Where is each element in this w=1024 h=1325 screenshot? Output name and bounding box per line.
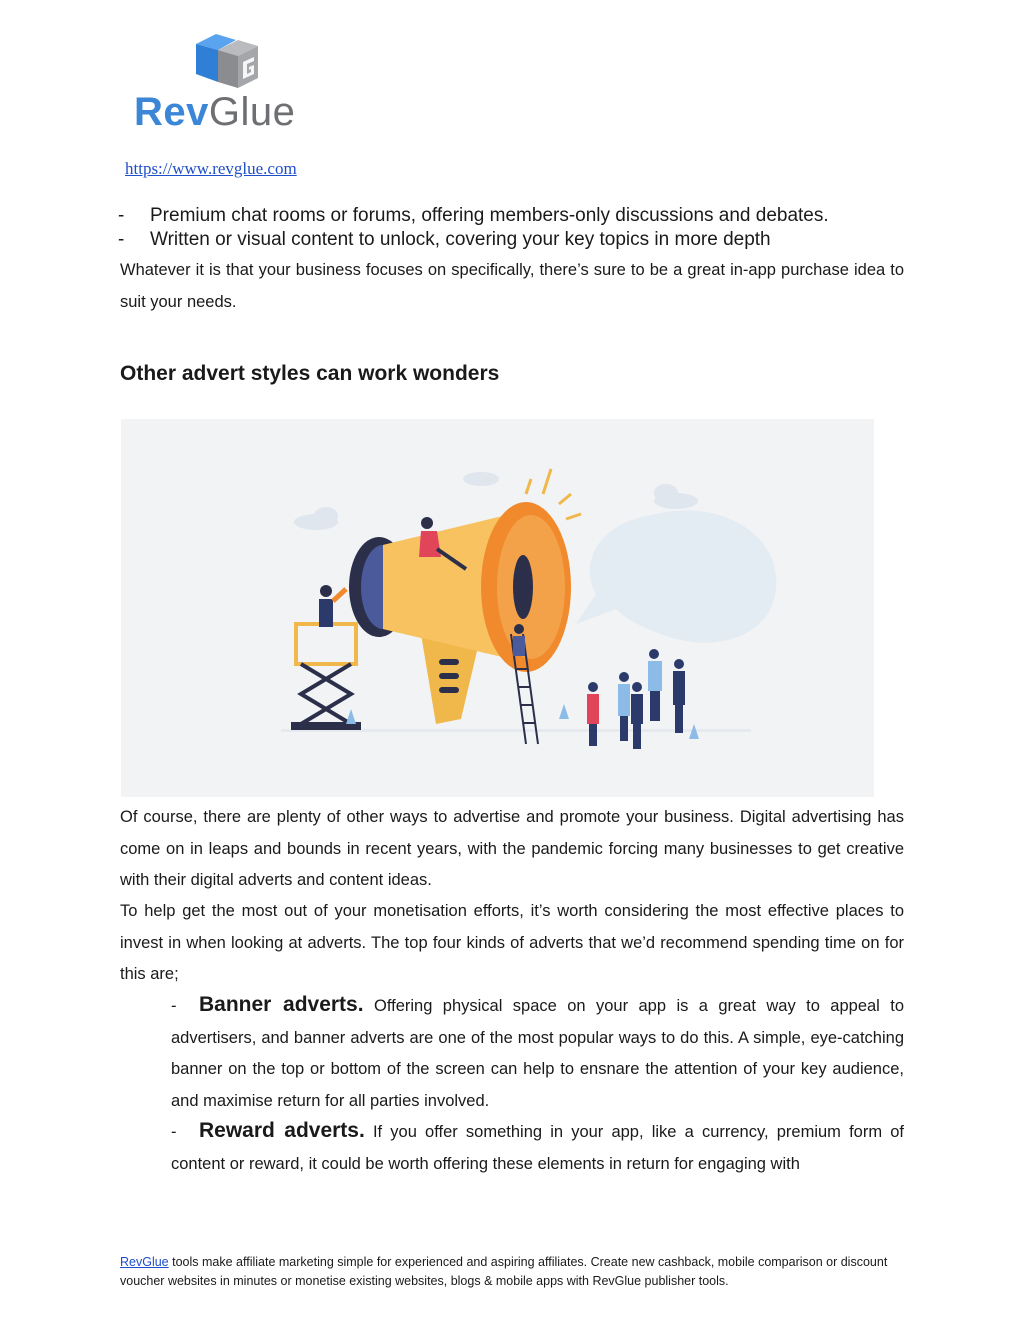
advert-reward-text: If you offer something in your app, like a currency, premium form of content or reward, it could be worth offering these elements in return for engaging with [171, 1123, 904, 1173]
advert-reward-title: Reward adverts. [199, 1119, 365, 1142]
advert-list-item [171, 1115, 904, 1180]
megaphone-illustration [121, 419, 874, 797]
section-heading: Other advert styles can work wonders [120, 362, 500, 385]
paragraph-inapp: Whatever it is that your business focuses on specifically, there’s sure to be a great in-app purchase idea to suit your needs. [120, 261, 904, 311]
bullet-text: Written or visual content to unlock, covering your key topics in more depth [150, 229, 771, 250]
intro-bullet [118, 204, 829, 228]
list-dash: - [171, 997, 177, 1015]
list-dash: - [171, 1123, 177, 1141]
advert-reward-description [171, 1115, 904, 1180]
bullet-text: Premium chat rooms or forums, offering members-only discussions and debates. [150, 205, 829, 226]
megaphone-marketing-illustration-icon [121, 419, 874, 797]
footer-revglue-link[interactable]: RevGlue [120, 1255, 169, 1269]
bullet-dash: - [118, 205, 125, 226]
advert-banner-description [171, 989, 904, 1117]
page-footer [120, 1253, 910, 1291]
revglue-wordmark: RevGlue [134, 90, 296, 134]
advert-list-item [171, 989, 904, 1117]
paragraph-advertising: Of course, there are plenty of other ways to advertise and promote your business. Digital advertising has come on in leaps and bounds in recent years, with the pandemic forcing many businesses to get creative with their digital adverts and content ideas. [120, 808, 904, 889]
footer-text: tools make affiliate marketing simple for experienced and aspiring affiliates. Create new cashback, mobile comparison or discount voucher websites in minutes or monetise existing websites, blogs & mobile apps with RevGlue publisher tools. [120, 1255, 888, 1288]
paragraph-monetisation: To help get the most out of your monetisation efforts, it’s worth considering the most effective places to invest in when looking at adverts. The top four kinds of adverts that we’d recommend spending time on for this are; [120, 902, 904, 983]
revglue-logo [130, 30, 330, 134]
revglue-cube-icon [130, 30, 330, 92]
intro-bullet [118, 228, 771, 252]
advert-banner-title: Banner adverts. [199, 993, 364, 1016]
advert-banner-text: Offering physical space on your app is a great way to appeal to advertisers, and banner adverts are one of the most popular ways to do this. A simple, eye-catching banner on the top or bottom of the screen can help to ensnare the attention of your key audience, and maximise return for all parties involved. [171, 997, 905, 1110]
site-url-link[interactable]: https://www.revglue.com [125, 159, 297, 178]
bullet-dash: - [118, 229, 125, 250]
